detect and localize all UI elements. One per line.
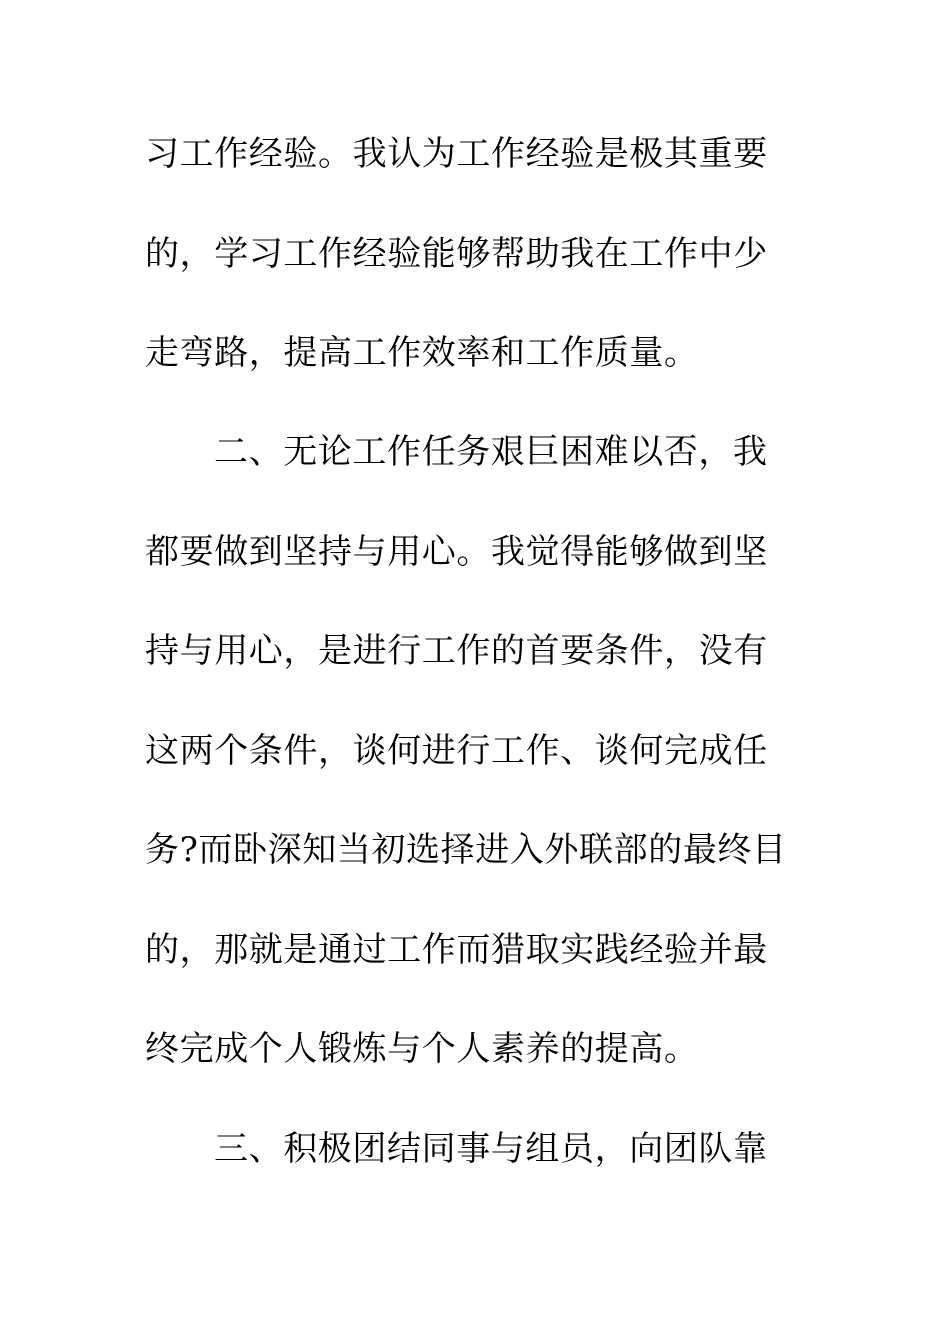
text-line: 务?而卧深知当初选择进入外联部的最终目 [145, 830, 787, 870]
text-line: 这两个条件，谈何进行工作、谈何完成任 [145, 731, 768, 771]
text-line: 走弯路，提高工作效率和工作质量。 [145, 333, 699, 373]
text-line: 的，那就是通过工作而猎取实践经验并最 [145, 930, 768, 970]
text-line: 终完成个人锻炼与个人素养的提高。 [145, 1029, 699, 1069]
text-line: 持与用心，是进行工作的首要条件，没有 [145, 631, 768, 671]
text-line: 的，学习工作经验能够帮助我在工作中少 [145, 234, 768, 274]
paragraph-start-line: 二、无论工作任务艰巨困难以否，我 [214, 432, 768, 472]
text-line: 习工作经验。我认为工作经验是极其重要 [145, 134, 768, 174]
paragraph-start-line: 三、积极团结同事与组员，向团队靠 [214, 1129, 768, 1169]
text-line: 都要做到坚持与用心。我觉得能够做到坚 [145, 532, 768, 572]
